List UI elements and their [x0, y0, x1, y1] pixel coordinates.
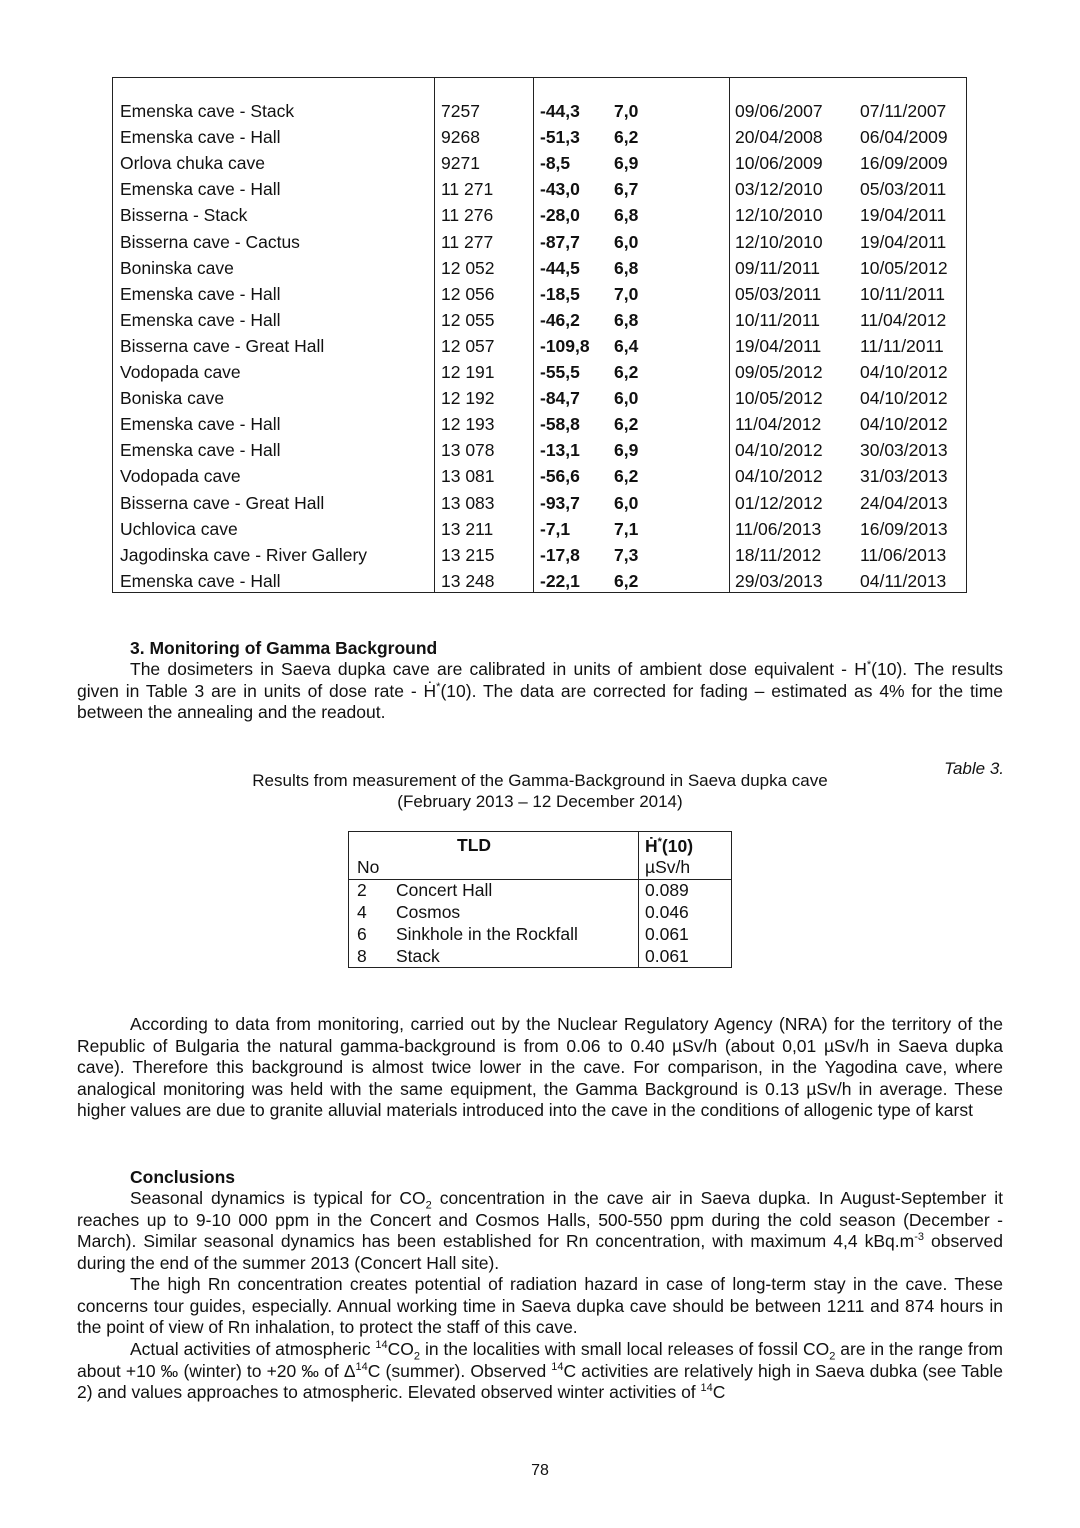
- location-cell: Cosmos: [396, 902, 461, 922]
- lab-number-cell: 7257: [441, 101, 480, 121]
- section-3-paragraph: [77, 659, 1003, 724]
- location-cell: Concert Hall: [396, 880, 493, 900]
- start-date-cell: 09/05/2012: [735, 362, 823, 382]
- start-date-cell: 03/12/2010: [735, 179, 823, 200]
- text: Actual activities of atmospheric: [130, 1339, 376, 1359]
- end-date-cell: 19/04/2011: [860, 231, 947, 252]
- site-cell: Orlova chuka cave: [120, 153, 265, 174]
- end-date-cell: 11/04/2012: [860, 309, 947, 330]
- lab-number-cell: 13 211: [441, 518, 494, 539]
- lab-number-cell: 11 271: [441, 179, 494, 200]
- delta14c-cell: -87,7: [540, 231, 580, 252]
- delta14c-cell: -44,5: [540, 257, 580, 278]
- nra-paragraph: According to data from monitoring, carried out by the Nuclear Regulatory Agency (NRA) for the territory of the Republic of Bulgaria the natural gamma-background is from 0.06 to 0.40 µSv/h (about 0,01 µSv/h in Saeva dupka cave). Therefore this background is almost twice lower in the cave. For comparison, in the Yagodina cave, where analogical monitoring was held with the same equipment, the Gamma Background is 0.13 µSv/h in average. These higher values are due to granite alluvial materials introduced into the cave in the conditions of allogenic type of karst: [77, 1014, 1003, 1120]
- table-3-title: [0, 770, 1080, 812]
- end-date-cell: 04/10/2012: [860, 362, 948, 382]
- superscript: *: [657, 836, 662, 849]
- column-divider: [638, 832, 639, 967]
- end-date-cell: 11/06/2013: [860, 544, 947, 565]
- lab-number-cell: 12 191: [441, 362, 495, 382]
- delta14c-cell: -55,5: [540, 362, 580, 382]
- table-row: [113, 411, 966, 437]
- table-row: [113, 333, 966, 359]
- text: C (summer). Observed: [367, 1360, 552, 1381]
- end-date-cell: 04/11/2013: [860, 570, 947, 591]
- text: in the localities with small local releases of fossil CO: [420, 1339, 830, 1359]
- delta14c-cell: -46,2: [540, 309, 580, 330]
- text: Ḣ: [645, 836, 658, 856]
- site-cell: Vodopada cave: [120, 362, 241, 382]
- site-cell: Bisserna cave - Great Hall: [120, 335, 325, 356]
- lab-number-cell: 13 215: [441, 544, 495, 565]
- table-row: [113, 150, 966, 176]
- start-date-cell: 05/03/2011: [735, 283, 822, 304]
- tld-number-cell: 6: [357, 924, 367, 944]
- site-cell: Bisserna cave - Great Hall: [120, 492, 325, 513]
- table-2-continuation: [112, 77, 967, 593]
- lab-number-cell: 9268: [441, 127, 480, 148]
- start-date-cell: 11/06/2013: [735, 518, 822, 539]
- table-title-line: Results from measurement of the Gamma-Background in Saeva dupka cave: [252, 771, 828, 790]
- error-cell: 7,0: [614, 283, 639, 304]
- header-unit: µSv/h: [645, 857, 691, 877]
- location-cell: Stack: [396, 946, 440, 966]
- end-date-cell: 31/03/2013: [860, 466, 948, 487]
- conclusions-paragraph-1: [77, 1188, 1003, 1274]
- superscript: -3: [914, 1231, 924, 1244]
- end-date-cell: 11/11/2011: [860, 335, 944, 356]
- error-cell: 7,0: [614, 101, 639, 121]
- lab-number-cell: 13 078: [441, 440, 495, 461]
- delta14c-cell: -13,1: [540, 440, 580, 461]
- location-cell: Sinkhole in the Rockfall: [396, 924, 578, 944]
- superscript: 14: [355, 1360, 368, 1373]
- header-dose-rate: [645, 835, 693, 857]
- table-row: [113, 359, 966, 385]
- site-cell: Jagodinska cave - River Gallery: [120, 544, 368, 565]
- error-cell: 6,9: [614, 440, 639, 461]
- lab-number-cell: 12 056: [441, 283, 495, 304]
- site-cell: Boniska cave: [120, 388, 225, 409]
- lab-number-cell: 12 192: [441, 388, 495, 409]
- text: (10): [661, 836, 694, 856]
- superscript: 14: [700, 1382, 713, 1395]
- lab-number-cell: 12 055: [441, 309, 495, 330]
- table-row: [113, 542, 966, 568]
- error-cell: 6,7: [614, 179, 639, 200]
- table-row: [113, 437, 966, 463]
- table-row: [113, 307, 966, 333]
- end-date-cell: 10/11/2011: [860, 283, 945, 304]
- end-date-cell: 04/10/2012: [860, 414, 948, 435]
- subscript: 2: [425, 1199, 432, 1212]
- tld-number-cell: 4: [357, 902, 367, 922]
- table-row: [113, 385, 966, 411]
- text: The dosimeters in Saeva dupka cave are calibrated in units of ambient dose equivalent - H: [130, 659, 867, 679]
- start-date-cell: 20/04/2008: [735, 127, 823, 148]
- conclusions-paragraph-2: The high Rn concentration creates potential of radiation hazard in case of long-term stay in the cave. These concerns tour guides, especially. Annual working time in Saeva dupka cave should be between 1211 and 874 hours in the point of view of Rn inhalation, to protect the staff of this cave.: [77, 1274, 1003, 1337]
- lab-number-cell: 12 052: [441, 257, 495, 278]
- error-cell: 6,2: [614, 127, 639, 148]
- table-row: [113, 229, 966, 255]
- header-no: No: [357, 857, 380, 877]
- superscript: *: [436, 680, 441, 693]
- start-date-cell: 04/10/2012: [735, 440, 823, 461]
- delta14c-cell: -8,5: [540, 153, 571, 174]
- end-date-cell: 06/04/2009: [860, 127, 948, 148]
- table-title-line: (February 2013 – 12 December 2014): [397, 792, 683, 811]
- end-date-cell: 04/10/2012: [860, 388, 948, 409]
- conclusions-paragraph-3: [77, 1339, 1003, 1404]
- error-cell: 6,8: [614, 309, 639, 330]
- lab-number-cell: 13 081: [441, 466, 495, 487]
- table-row: [113, 255, 966, 281]
- delta14c-cell: -109,8: [540, 335, 590, 356]
- text: C activities are relatively high in Saeva dubka (see Table 2) and values approaches to atmospheric. Elevated observed winter activities of: [77, 1360, 1004, 1402]
- table-row: [113, 568, 966, 594]
- delta14c-cell: -93,7: [540, 492, 580, 513]
- start-date-cell: 01/12/2012: [735, 492, 823, 513]
- delta14c-cell: -44,3: [540, 101, 580, 121]
- text: CO: [387, 1339, 414, 1359]
- error-cell: 7,1: [614, 518, 639, 539]
- text: concentration in the cave air in Saeva dupka. In August-September it reaches up to 9-10 000 ppm in the Concert and Cosmos Halls, 500-550 ppm during the cold season (December - March). Similar seasonal dynamics has been established for Rn concentration, with maximum 4,4 kBq.m: [77, 1188, 1003, 1251]
- table-row: [113, 124, 966, 150]
- error-cell: 6,2: [614, 466, 639, 487]
- delta14c-cell: -84,7: [540, 388, 580, 409]
- error-cell: 6,8: [614, 257, 639, 278]
- section-heading-gamma: 3. Monitoring of Gamma Background: [130, 638, 438, 658]
- end-date-cell: 07/11/2007: [860, 101, 947, 121]
- superscript: 14: [375, 1339, 388, 1352]
- table-row: [113, 281, 966, 307]
- delta14c-cell: -58,8: [540, 414, 580, 435]
- delta14c-cell: -51,3: [540, 127, 580, 148]
- error-cell: 6,2: [614, 362, 639, 382]
- site-cell: Bisserna cave - Cactus: [120, 231, 300, 252]
- start-date-cell: 09/06/2007: [735, 101, 823, 121]
- table-row: [113, 202, 966, 228]
- site-cell: Emenska cave - Hall: [120, 283, 281, 304]
- table-3: [348, 831, 732, 968]
- tld-number-cell: 8: [357, 946, 367, 966]
- text: are in the range from about +10 ‰ (winter) to +20 ‰ of Δ: [77, 1339, 1004, 1381]
- delta14c-cell: -17,8: [540, 544, 580, 565]
- table-row: [113, 98, 966, 124]
- table-row: [113, 463, 966, 489]
- dose-rate-cell: 0.061: [645, 946, 689, 966]
- error-cell: 6,2: [614, 570, 639, 591]
- end-date-cell: 16/09/2009: [860, 153, 948, 174]
- text: observed during the end of the summer 2013 (Concert Hall site).: [77, 1231, 1003, 1273]
- start-date-cell: 10/11/2011: [735, 309, 820, 330]
- start-date-cell: 11/04/2012: [735, 414, 822, 435]
- start-date-cell: 12/10/2010: [735, 231, 823, 252]
- site-cell: Bisserna - Stack: [120, 205, 248, 226]
- dose-rate-cell: 0.089: [645, 880, 689, 900]
- table-row: [113, 176, 966, 202]
- site-cell: Emenska cave - Hall: [120, 309, 281, 330]
- lab-number-cell: 11 277: [441, 231, 494, 252]
- subscript: 2: [829, 1350, 836, 1363]
- site-cell: Vodopada cave: [120, 466, 241, 487]
- tld-number-cell: 2: [357, 880, 367, 900]
- start-date-cell: 04/10/2012: [735, 466, 823, 487]
- table-3-label: Table 3.: [944, 759, 1004, 778]
- start-date-cell: 09/11/2011: [735, 257, 820, 278]
- site-cell: Emenska cave - Hall: [120, 440, 281, 461]
- text: (10). The data are corrected for fading – estimated as 4% for the time between the annealing and the readout.: [77, 680, 1003, 722]
- start-date-cell: 19/04/2011: [735, 335, 822, 356]
- start-date-cell: 10/05/2012: [735, 388, 823, 409]
- conclusions-heading: Conclusions: [130, 1167, 236, 1187]
- delta14c-cell: -18,5: [540, 283, 580, 304]
- start-date-cell: 10/06/2009: [735, 153, 823, 174]
- site-cell: Emenska cave - Hall: [120, 414, 281, 435]
- page-number: 78: [531, 1462, 549, 1479]
- start-date-cell: 12/10/2010: [735, 205, 823, 226]
- end-date-cell: 10/05/2012: [860, 257, 948, 278]
- site-cell: Emenska cave - Hall: [120, 127, 281, 148]
- lab-number-cell: 12 193: [441, 414, 495, 435]
- lab-number-cell: 9271: [441, 153, 480, 174]
- error-cell: 6,0: [614, 388, 639, 409]
- lab-number-cell: 11 276: [441, 205, 494, 226]
- end-date-cell: 16/09/2013: [860, 518, 948, 539]
- superscript: *: [866, 659, 872, 672]
- error-cell: 6,2: [614, 414, 639, 435]
- delta14c-cell: -22,1: [540, 570, 580, 591]
- header-tld: TLD: [457, 835, 492, 855]
- error-cell: 6,8: [614, 205, 639, 226]
- site-cell: Emenska cave - Stack: [120, 101, 295, 121]
- error-cell: 6,4: [614, 335, 639, 356]
- table-row: [113, 516, 966, 542]
- lab-number-cell: 12 057: [441, 335, 495, 356]
- site-cell: Emenska cave - Hall: [120, 179, 281, 200]
- site-cell: Uchlovica cave: [120, 518, 238, 539]
- site-cell: Emenska cave - Hall: [120, 570, 281, 591]
- error-cell: 6,0: [614, 492, 639, 513]
- delta14c-cell: -43,0: [540, 179, 580, 200]
- start-date-cell: 29/03/2013: [735, 570, 823, 591]
- text: C: [712, 1382, 726, 1402]
- superscript: 14: [551, 1360, 564, 1373]
- subscript: 2: [413, 1350, 421, 1363]
- dose-rate-cell: 0.061: [645, 924, 689, 944]
- start-date-cell: 18/11/2012: [735, 544, 822, 565]
- end-date-cell: 24/04/2013: [860, 492, 948, 513]
- end-date-cell: 30/03/2013: [860, 440, 948, 461]
- text: Seasonal dynamics is typical for CO: [130, 1188, 426, 1208]
- delta14c-cell: -7,1: [540, 518, 571, 539]
- lab-number-cell: 13 248: [441, 570, 495, 591]
- error-cell: 6,9: [614, 153, 639, 174]
- table-row: [113, 490, 966, 516]
- delta14c-cell: -28,0: [540, 205, 580, 226]
- site-cell: Boninska cave: [120, 257, 234, 278]
- delta14c-cell: -56,6: [540, 466, 580, 487]
- dose-rate-cell: 0.046: [645, 902, 689, 922]
- end-date-cell: 05/03/2011: [860, 179, 947, 200]
- text: (10). The results given in Table 3 are in units of dose rate - Ḣ: [77, 659, 1003, 701]
- lab-number-cell: 13 083: [441, 492, 495, 513]
- error-cell: 6,0: [614, 231, 639, 252]
- end-date-cell: 19/04/2011: [860, 205, 947, 226]
- error-cell: 7,3: [614, 544, 639, 565]
